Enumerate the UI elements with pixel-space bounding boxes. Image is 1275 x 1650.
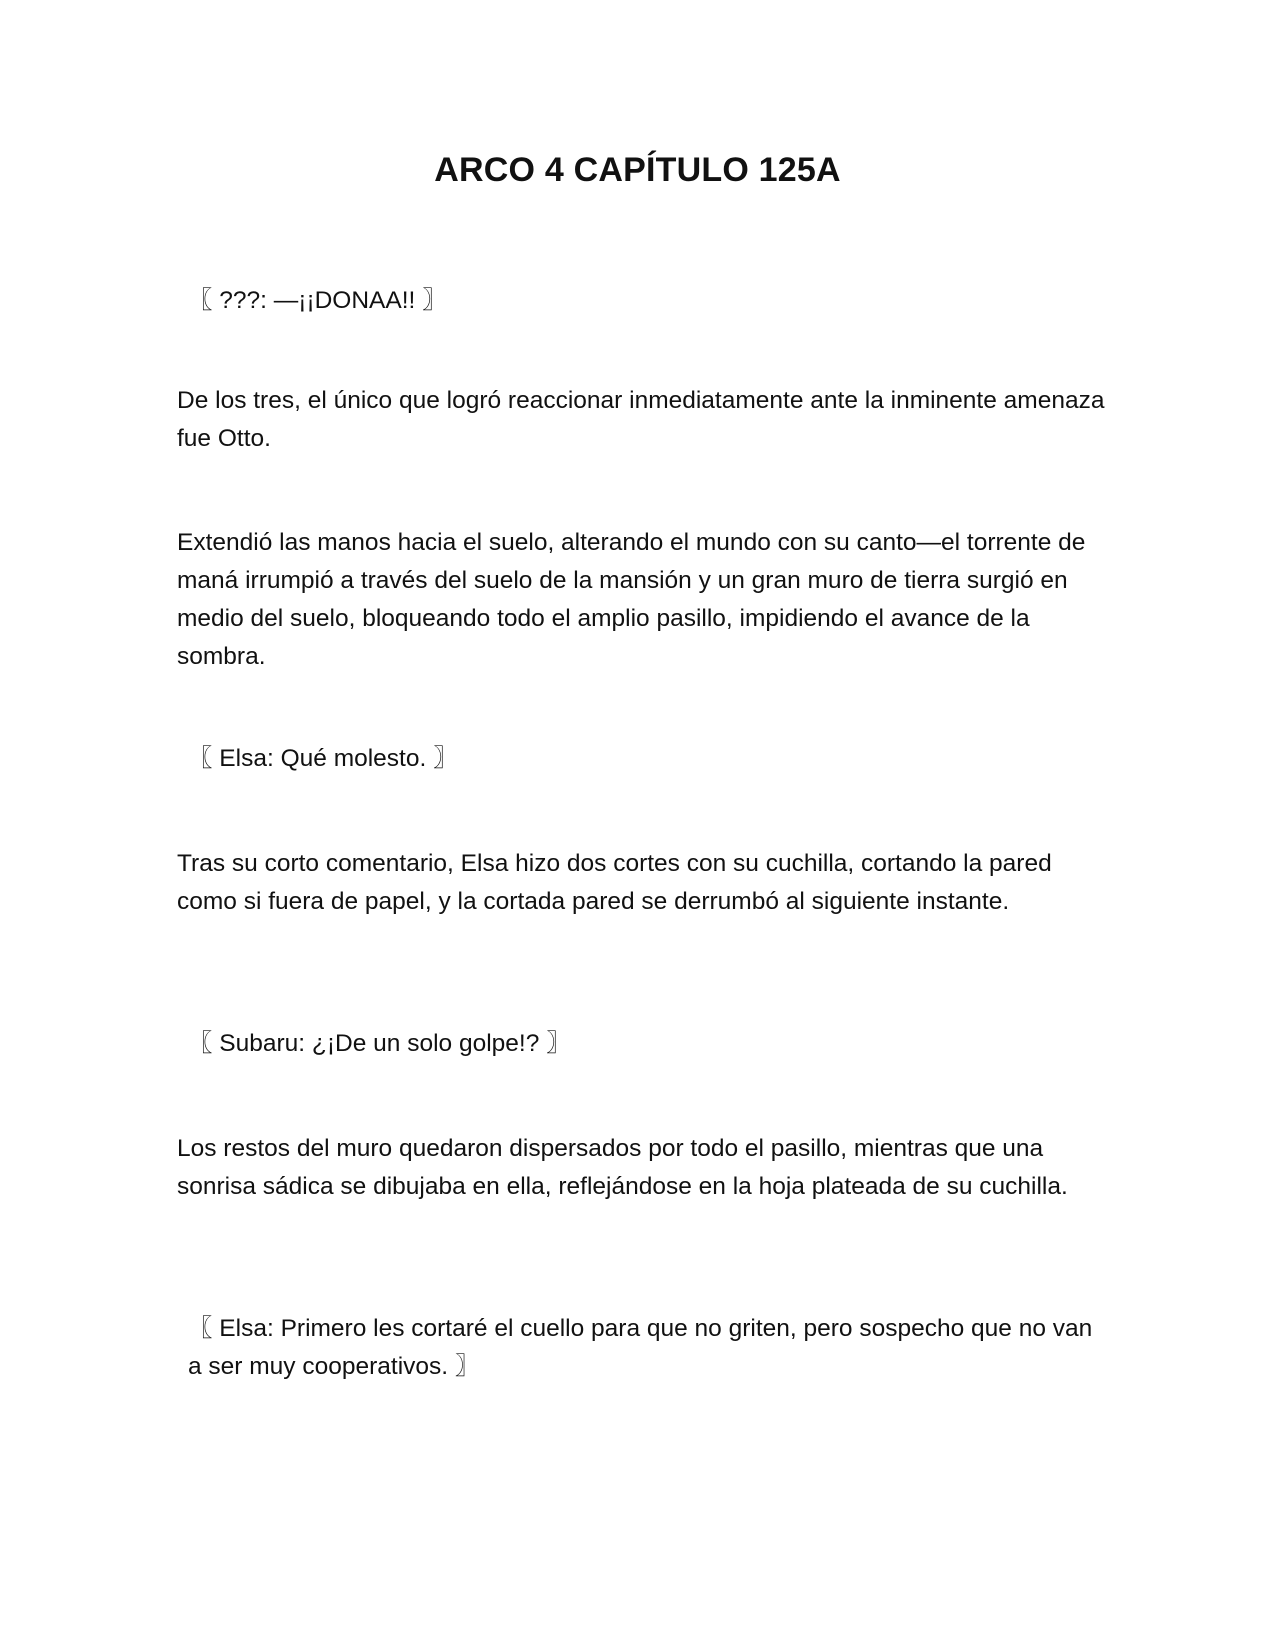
dialogue-line: 〖 Elsa: Qué molesto. 〗 xyxy=(188,745,458,772)
dialogue-line: 〖 Subaru: ¿¡De un solo golpe!? 〗 xyxy=(188,1030,571,1057)
narration-paragraph: De los tres, el único que logró reaccionar inmediatamente ante la inminente amenaza fue Otto. xyxy=(177,387,1105,452)
dialogue-line: 〖 ???: —¡¡DONAA!! 〗 xyxy=(188,287,447,314)
dialogue-line: 〖 Elsa: Primero les cortaré el cuello para que no griten, pero sospecho que no van a ser muy cooperativos. 〗 xyxy=(188,1315,1093,1380)
narration-paragraph: Extendió las manos hacia el suelo, alterando el mundo con su canto—el torrente de maná irrumpió a través del suelo de la mansión y un gran muro de tierra surgió en medio del suelo, bloqueando todo el amplio pasillo, impidiendo el avance de la sombra. xyxy=(177,529,1086,670)
narration-paragraph: Tras su corto comentario, Elsa hizo dos cortes con su cuchilla, cortando la pared como si fuera de papel, y la cortada pared se derrumbó al siguiente instante. xyxy=(177,850,1052,915)
chapter-title: ARCO 4 CAPÍTULO 125A xyxy=(434,151,841,189)
narration-paragraph: Los restos del muro quedaron dispersados por todo el pasillo, mientras que una sonrisa sádica se dibujaba en ella, reflejándose en la hoja plateada de su cuchilla. xyxy=(177,1135,1068,1200)
